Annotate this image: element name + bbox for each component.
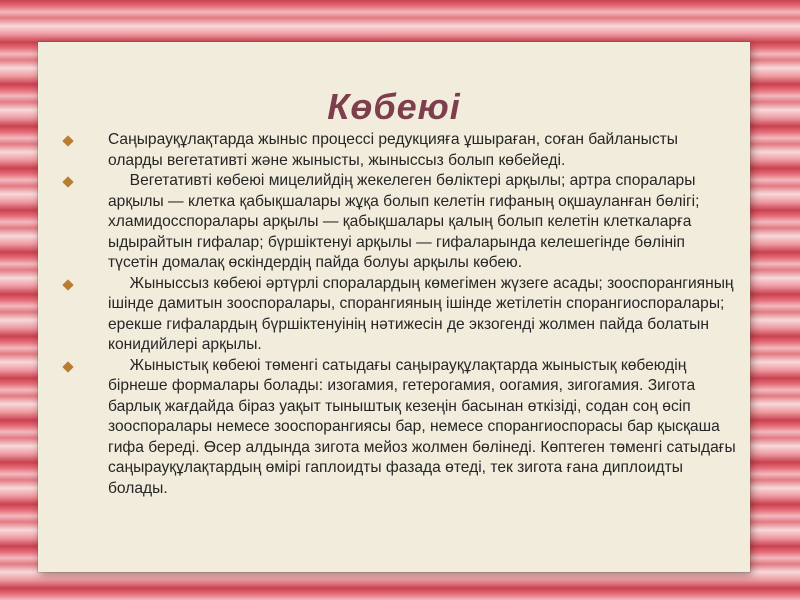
list-item bbox=[64, 171, 736, 274]
diamond-bullet-icon bbox=[62, 361, 73, 372]
paragraph: Вегетативті көбеюі мицелийдің жекелеген бөліктері арқылы; артра споралары арқылы — клетка қабықшалары жұқа болып келетін гифаның оқшауланған бөлігі; хламидосспоралары арқылы — қабықшалары қалың болып келетін клеткаларға ыдырайтын гифалар; бүршіктенуі арқылы — гифаларында келешегінде бөлініп түсетін домалақ өскіндердің пайда болуы арқылы көбею. bbox=[108, 172, 704, 271]
slide-panel bbox=[38, 42, 750, 572]
list-item bbox=[64, 274, 736, 356]
slide-title: Көбеюі bbox=[327, 86, 461, 127]
diamond-bullet-icon bbox=[62, 135, 73, 146]
paragraph: Жыныссыз көбеюі әртүрлі споралардың көмегімен жүзеге асады; зооспорангияның ішінде дамитын зооспоралары, спорангияның ішінде жетілетін спорангиоспоралары; ерекше гифалардың бүршіктенуінің нәтижесін де экзогенді жолмен пайда болатын конидийлері арқылы. bbox=[108, 274, 738, 353]
diamond-bullet-icon bbox=[62, 279, 73, 290]
paragraph: Жыныстық көбеюі төменгі сатыдағы саңырауқұлақтарда жыныстық көбеюдің бірнеше формалары болады: изогамия, гетерогамия, оогамия, зигогамия. Зигота барлық жағдайда біраз уақыт тыныштық кезеңін басынан өткізіді, содан соң өсіп зооспоралары немесе зооспорангиясы бар, немесе спорангиоспорасы бар қысқаша гифа береді. Өсер алдында зигота мейоз жолмен бөлінеді. Көптеген төменгі сатыдағы саңырауқұлақтардың өмірі гаплоидты фазада өтеді, тек зигота ғана диплоидты болады. bbox=[108, 356, 741, 497]
paragraph: Саңырауқұлақтарда жыныс процессі редукцияға ұшыраған, соған байланысты оларды вегетативті және жынысты, жыныссыз болып көбейеді. bbox=[108, 131, 683, 169]
diamond-bullet-icon bbox=[62, 176, 73, 187]
bullet-list bbox=[64, 130, 741, 499]
list-item bbox=[64, 130, 736, 171]
list-item bbox=[64, 356, 741, 500]
